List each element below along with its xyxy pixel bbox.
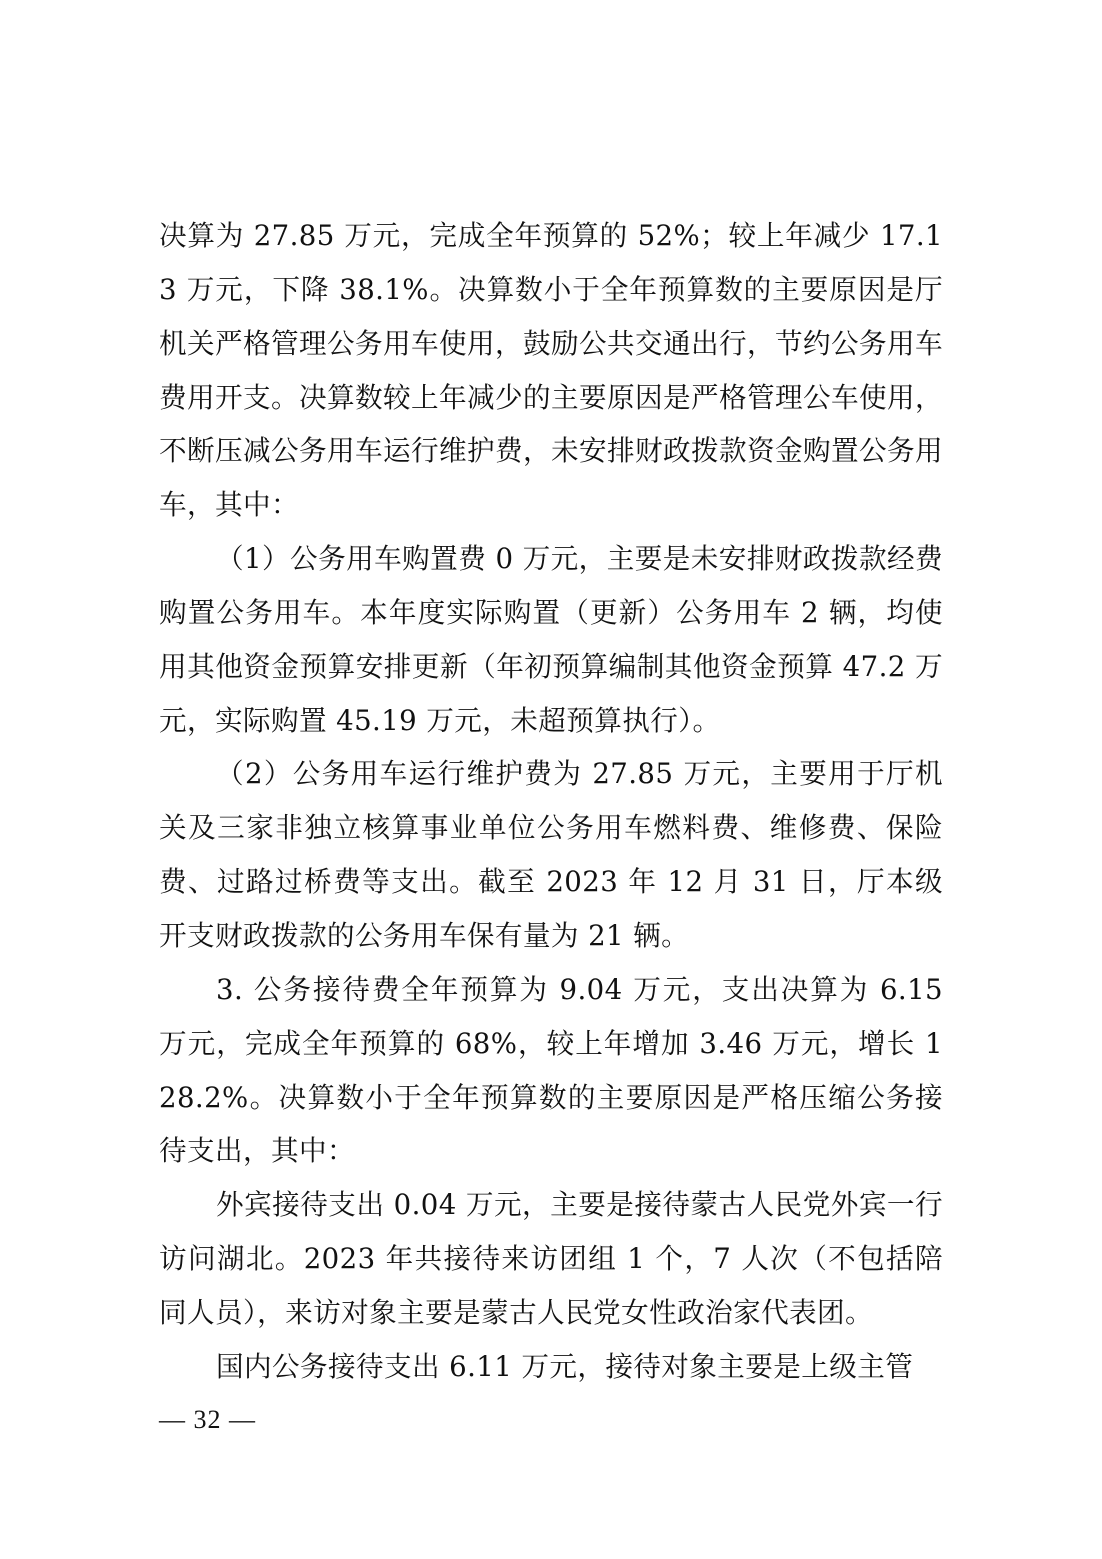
page-number: — 32 — <box>159 1405 256 1434</box>
paragraph-vehicle-maintenance: （2）公务用车运行维护费为 27.85 万元，主要用于厅机关及三家非独立核算事业单位公务用车燃料费、维修费、保险费、过路过桥费等支出。截至 2023 年 12 月 31 日，厅本级开支财政拨款的公务用车保有量为 21 辆。 <box>159 757 943 952</box>
paragraph-foreign-reception: 外宾接待支出 0.04 万元，主要是接待蒙古人民党外宾一行访问湖北。2023 年共接待来访团组 1 个，7 人次（不包括陪同人员），来访对象主要是蒙古人民党女性政治家代表团。 <box>159 1188 943 1329</box>
paragraph-vehicle-purchase: （1）公务用车购置费 0 万元，主要是未安排财政拨款经费购置公务用车。本年度实际购置（更新）公务用车 2 辆，均使用其他资金预算安排更新（年初预算编制其他资金预算 47.2 万元，实际购置 45.19 万元，未超预算执行）。 <box>159 542 943 737</box>
paragraph-reception-expense: 3. 公务接待费全年预算为 9.04 万元，支出决算为 6.15 万元，完成全年预算的 68%，较上年增加 3.46 万元，增长 128.2%。决算数小于全年预算数的主要原因是严格压缩公务接待支出，其中： <box>159 972 943 1168</box>
paragraph-domestic-reception: 国内公务接待支出 6.11 万元，接待对象主要是上级主管 <box>216 1349 914 1383</box>
document-body <box>159 209 943 1394</box>
paragraph-vehicle-summary: 决算为 27.85 万元，完成全年预算的 52%；较上年减少 17.13 万元，下降 38.1%。决算数小于全年预算数的主要原因是厅机关严格管理公务用车使用，鼓励公共交通出行，节约公务用车费用开支。决算数较上年减少的主要原因是严格管理公车使用，不断压减公务用车运行维护费，未安排财政拨款资金购置公务用车，其中： <box>159 219 943 522</box>
